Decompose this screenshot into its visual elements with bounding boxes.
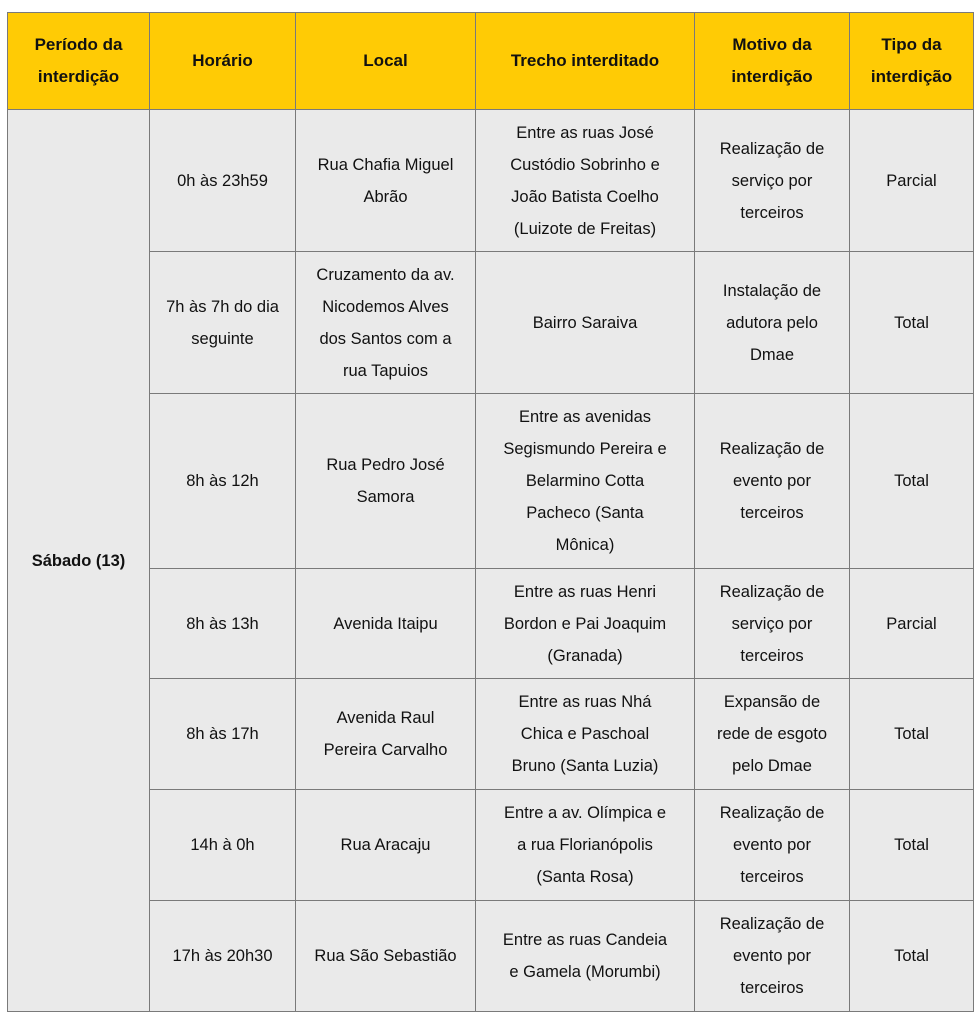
table-row xyxy=(8,569,974,679)
tipo-cell: Parcial xyxy=(850,110,974,252)
trecho-cell: Entre as ruas Henri Bordon e Pai Joaquim (Granada) xyxy=(476,569,695,679)
header-motivo: Motivo da interdição xyxy=(695,13,850,110)
header-tipo: Tipo da interdição xyxy=(850,13,974,110)
table-row xyxy=(8,110,974,252)
table-row xyxy=(8,252,974,394)
tipo-cell: Total xyxy=(850,790,974,901)
motivo-cell: Realização de evento por terceiros xyxy=(695,901,850,1012)
trecho-cell: Bairro Saraiva xyxy=(476,252,695,394)
local-cell: Rua Pedro José Samora xyxy=(296,394,476,569)
motivo-cell: Expansão de rede de esgoto pelo Dmae xyxy=(695,679,850,790)
motivo-cell: Realização de serviço por terceiros xyxy=(695,110,850,252)
motivo-cell: Realização de evento por terceiros xyxy=(695,394,850,569)
trecho-cell: Entre as ruas José Custódio Sobrinho e João Batista Coelho (Luizote de Freitas) xyxy=(476,110,695,252)
horario-cell: 14h à 0h xyxy=(150,790,296,901)
local-cell: Rua Aracaju xyxy=(296,790,476,901)
motivo-cell: Realização de serviço por terceiros xyxy=(695,569,850,679)
interdiction-table xyxy=(7,12,974,1012)
local-cell: Avenida Itaipu xyxy=(296,569,476,679)
header-local: Local xyxy=(296,13,476,110)
local-cell: Avenida Raul Pereira Carvalho xyxy=(296,679,476,790)
tipo-cell: Parcial xyxy=(850,569,974,679)
horario-cell: 8h às 17h xyxy=(150,679,296,790)
trecho-cell: Entre as ruas Candeia e Gamela (Morumbi) xyxy=(476,901,695,1012)
motivo-cell: Instalação de adutora pelo Dmae xyxy=(695,252,850,394)
table-row xyxy=(8,394,974,569)
trecho-cell: Entre as ruas Nhá Chica e Paschoal Bruno (Santa Luzia) xyxy=(476,679,695,790)
motivo-cell: Realização de evento por terceiros xyxy=(695,790,850,901)
tipo-cell: Total xyxy=(850,252,974,394)
horario-cell: 0h às 23h59 xyxy=(150,110,296,252)
header-trecho: Trecho interditado xyxy=(476,13,695,110)
header-periodo: Período da interdição xyxy=(8,13,150,110)
trecho-cell: Entre a av. Olímpica e a rua Florianópolis (Santa Rosa) xyxy=(476,790,695,901)
horario-cell: 8h às 12h xyxy=(150,394,296,569)
horario-cell: 17h às 20h30 xyxy=(150,901,296,1012)
tipo-cell: Total xyxy=(850,394,974,569)
table-row xyxy=(8,679,974,790)
tipo-cell: Total xyxy=(850,679,974,790)
table-row xyxy=(8,901,974,1012)
trecho-cell: Entre as avenidas Segismundo Pereira e Belarmino Cotta Pacheco (Santa Mônica) xyxy=(476,394,695,569)
table-row xyxy=(8,790,974,901)
local-cell: Cruzamento da av. Nicodemos Alves dos Santos com a rua Tapuios xyxy=(296,252,476,394)
tipo-cell: Total xyxy=(850,901,974,1012)
horario-cell: 7h às 7h do dia seguinte xyxy=(150,252,296,394)
local-cell: Rua Chafia Miguel Abrão xyxy=(296,110,476,252)
horario-cell: 8h às 13h xyxy=(150,569,296,679)
table-header-row xyxy=(8,13,974,110)
local-cell: Rua São Sebastião xyxy=(296,901,476,1012)
period-cell: Sábado (13) xyxy=(8,110,150,1012)
header-horario: Horário xyxy=(150,13,296,110)
